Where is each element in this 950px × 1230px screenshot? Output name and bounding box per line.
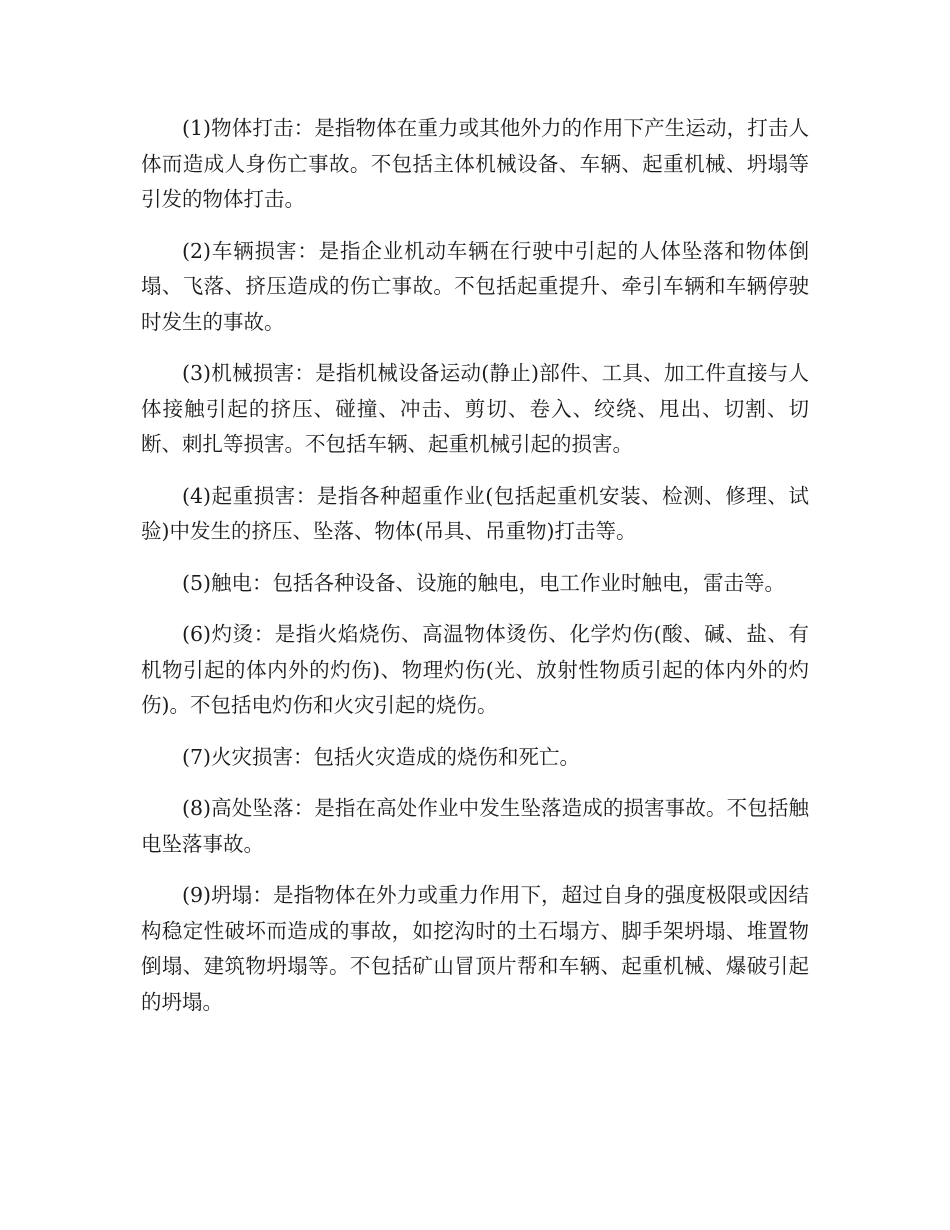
paragraph-electric-shock: (5)触电：包括各种设备、设施的触电，电工作业时触电，雷击等。 xyxy=(182,570,786,595)
paragraph-object-strike: (1)物体打击：是指物体在重力或其他外力的作用下产生运动，打击人体而造成人身伤亡事故。不包括主体机械设备、车辆、起重机械、坍塌等引发的物体打击。 xyxy=(141,116,809,211)
paragraph-vehicle-injury: (2)车辆损害：是指企业机动车辆在行驶中引起的人体坠落和物体倒塌、飞落、挤压造成的伤亡事故。不包括起重提升、牵引车辆和车辆停驶时发生的事故。 xyxy=(141,238,809,334)
paragraph-mechanical-injury: (3)机械损害：是指机械设备运动(静止)部件、工具、加工件直接与人体接触引起的挤压、碰撞、冲击、剪切、卷入、绞绕、甩出、切割、切断、刺扎等损害。不包括车辆、起重机械引起的损害。 xyxy=(141,361,809,456)
document-body xyxy=(141,111,809,1036)
paragraph-burns: (6)灼烫：是指火焰烧伤、高温物体烫伤、化学灼伤(酸、碱、盐、有机物引起的体内外的灼伤)、物理灼伤(光、放射性物质引起的体内外的灼伤)。不包括电灼伤和火灾引起的烧伤。 xyxy=(141,622,809,717)
paragraph-fire-injury: (7)火灾损害：包括火灾造成的烧伤和死亡。 xyxy=(182,744,581,769)
paragraph-fall-from-height: (8)高处坠落：是指在高处作业中发生坠落造成的损害事故。不包括触电坠落事故。 xyxy=(141,796,809,856)
paragraph-lifting-injury: (4)起重损害：是指各种超重作业(包括起重机安装、检测、修理、试验)中发生的挤压、坠落、物体(吊具、吊重物)打击等。 xyxy=(141,483,809,543)
paragraph-collapse: (9)坍塌：是指物体在外力或重力作用下，超过自身的强度极限或因结构稳定性破坏而造成的事故，如挖沟时的土石塌方、脚手架坍塌、堆置物倒塌、建筑物坍塌等。不包括矿山冒顶片帮和车辆、起重机械、爆破引起的坍塌。 xyxy=(141,883,809,1014)
